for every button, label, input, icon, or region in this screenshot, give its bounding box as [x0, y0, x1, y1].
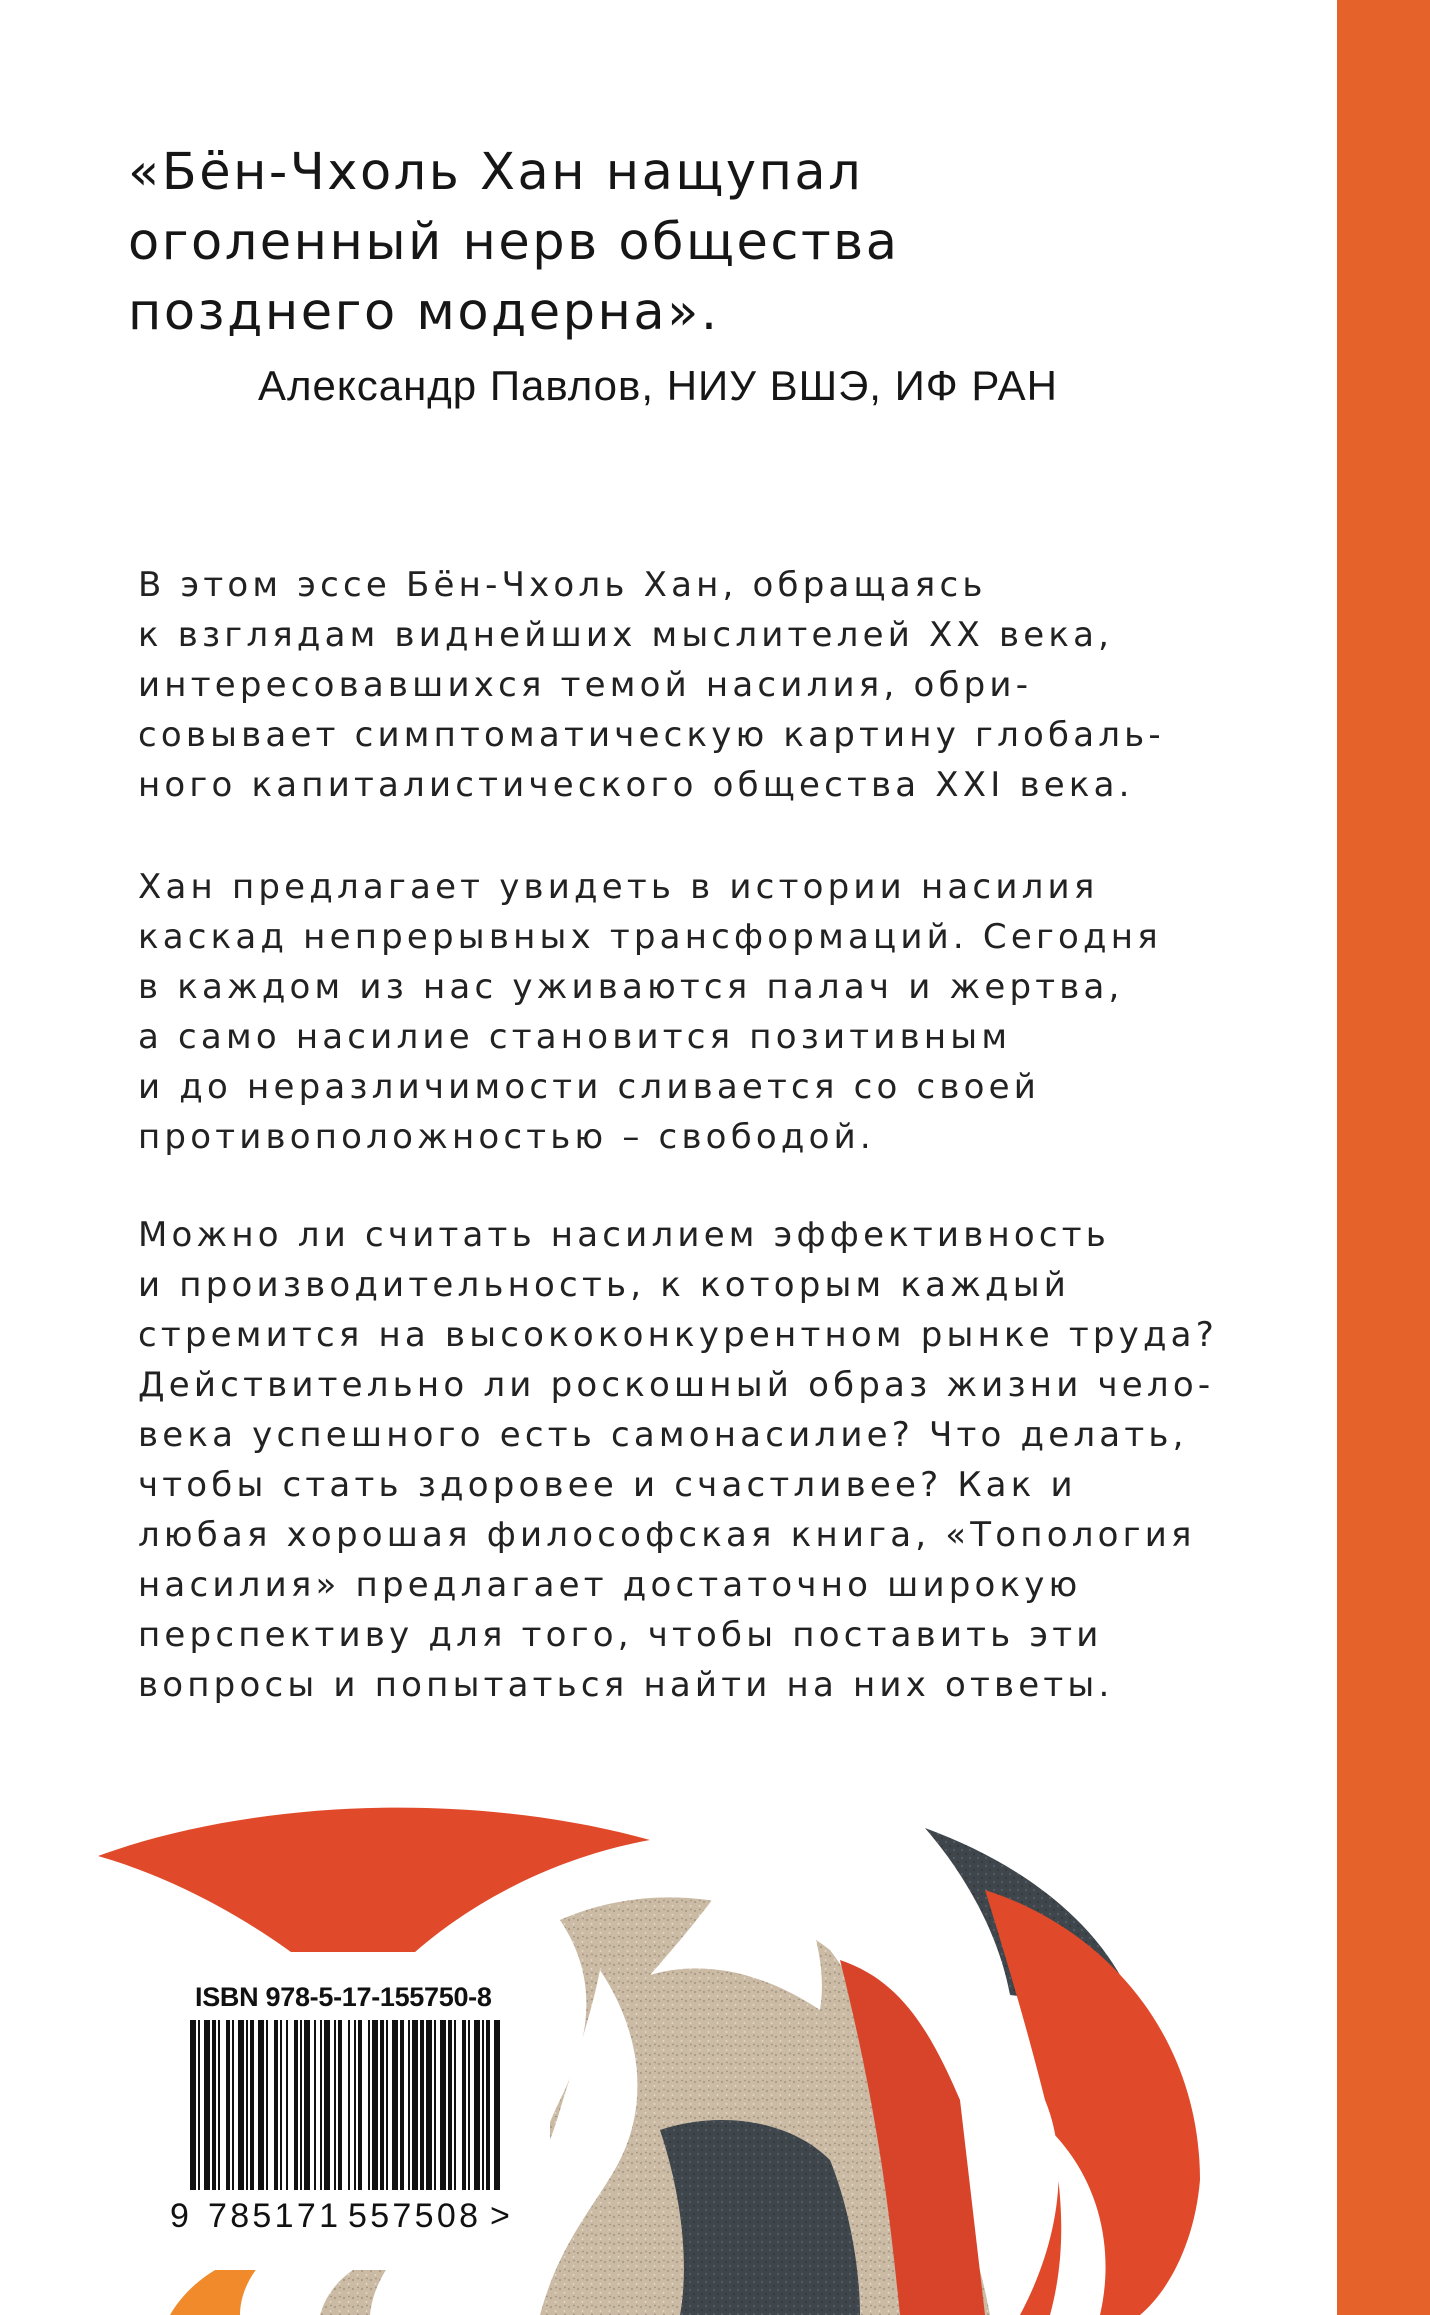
barcode-digits: 557508: [348, 2197, 478, 2235]
barcode-bar: [426, 2020, 432, 2190]
barcode-bar: [482, 2020, 484, 2190]
paragraph-line: В этом эссе Бён-Чхоль Хан, обращаясь: [138, 565, 987, 605]
paragraph-line: и до неразличимости сливается со своей: [138, 1067, 1041, 1107]
barcode-bar: [462, 2020, 466, 2190]
barcode-digits: 785171: [208, 2197, 338, 2235]
description-paragraph: [138, 862, 1298, 1162]
barcode-bar: [468, 2020, 470, 2190]
barcode-bar: [354, 2020, 356, 2190]
quote-line: «Бён-Чхоль Хан нащупал: [128, 143, 864, 202]
paragraph-line: вопросы и попытаться найти на них ответы.: [138, 1665, 1114, 1705]
barcode-bar: [408, 2020, 410, 2190]
barcode-bar: [324, 2020, 330, 2190]
quote-attribution: Александр Павлов, НИУ ВШЭ, ИФ РАН: [258, 362, 1058, 409]
barcode-bar: [420, 2020, 424, 2190]
barcode-bar: [412, 2020, 418, 2190]
barcode-bar: [294, 2020, 298, 2190]
paragraph-line: в каждом из нас уживаются палач и жертва,: [138, 967, 1124, 1007]
barcode-bar: [274, 2020, 278, 2190]
paragraph-line: ного капиталистического общества XXI века.: [138, 765, 1134, 805]
barcode-bar: [280, 2020, 282, 2190]
barcode-bar: [212, 2020, 216, 2190]
barcode-bar: [198, 2020, 200, 2190]
barcode-bar: [320, 2020, 322, 2190]
paragraph-line: Можно ли считать насилием эффективность: [138, 1215, 1111, 1255]
paragraph-line: противоположностью – свободой.: [138, 1117, 875, 1157]
barcode-bar: [368, 2020, 370, 2190]
barcode: [168, 2012, 550, 2252]
barcode-bar: [392, 2020, 398, 2190]
orange-side-stripe: [1337, 0, 1430, 2315]
barcode-bar: [386, 2020, 388, 2190]
paragraph-line: насилия» предлагает достаточно широкую: [138, 1565, 1082, 1605]
description-paragraph: [138, 560, 1298, 810]
paragraph-line: к взглядам виднейших мыслителей XX века,: [138, 615, 1114, 655]
barcode-bar: [434, 2020, 436, 2190]
barcode-bar: [380, 2020, 384, 2190]
quote-line: оголенный нерв общества: [128, 213, 900, 272]
barcode-bar: [286, 2020, 288, 2190]
barcode-bar: [448, 2020, 452, 2190]
barcode-bar: [266, 2020, 268, 2190]
barcode-digits: 9: [170, 2197, 189, 2235]
paragraph-line: стремится на высококонкурентном рынке труда?: [138, 1315, 1218, 1355]
barcode-bar: [304, 2020, 310, 2190]
quote-line: позднего модерна».: [128, 283, 720, 342]
barcode-bar: [474, 2020, 480, 2190]
barcode-bar: [300, 2020, 302, 2190]
barcode-bar: [400, 2020, 404, 2190]
paragraph-line: Действительно ли роскошный образ жизни чело-: [138, 1365, 1215, 1405]
paragraph-line: и производительность, к которым каждый: [138, 1265, 1071, 1305]
paragraph-line: века успешного есть самонасилие? Что делать,: [138, 1415, 1188, 1455]
barcode-bar: [358, 2020, 362, 2190]
barcode-bar: [334, 2020, 336, 2190]
barcode-bar: [190, 2020, 196, 2190]
description-paragraph: [138, 1210, 1298, 1710]
paragraph-line: Хан предлагает увидеть в истории насилия: [138, 867, 1099, 907]
paragraph-line: чтобы стать здоровее и счастливее? Как и: [138, 1465, 1077, 1505]
barcode-bar: [454, 2020, 456, 2190]
barcode-bar: [204, 2020, 210, 2190]
barcode-digits: >: [490, 2197, 510, 2235]
barcode-bar: [314, 2020, 316, 2190]
paragraph-line: интересовавшихся темой насилия, обри-: [138, 665, 1033, 705]
barcode-bar: [494, 2020, 500, 2190]
paragraph-line: каскад непрерывных трансформаций. Сегодня: [138, 917, 1162, 957]
paragraph-line: перспективу для того, чтобы поставить эти: [138, 1615, 1103, 1655]
barcode-bar: [218, 2020, 220, 2190]
barcode-bar: [250, 2020, 254, 2190]
isbn-label: ISBN 978-5-17-155750-8: [195, 1982, 492, 2012]
barcode-bar: [372, 2020, 378, 2190]
blurb-quote: [128, 138, 1278, 348]
barcode-bar: [238, 2020, 244, 2190]
barcode-bar: [440, 2020, 446, 2190]
barcode-bar: [258, 2020, 264, 2190]
isbn-barcode-panel: [168, 1952, 550, 2270]
paragraph-line: совывает симптоматическую картину глобаль-: [138, 715, 1165, 755]
barcode-bar: [232, 2020, 234, 2190]
paragraph-line: а само насилие становится позитивным: [138, 1017, 1012, 1057]
paragraph-line: любая хорошая философская книга, «Топология: [138, 1515, 1196, 1555]
barcode-bar: [348, 2020, 350, 2190]
barcode-bar: [338, 2020, 342, 2190]
barcode-bar: [246, 2020, 248, 2190]
barcode-bar: [226, 2020, 230, 2190]
barcode-bar: [486, 2020, 490, 2190]
